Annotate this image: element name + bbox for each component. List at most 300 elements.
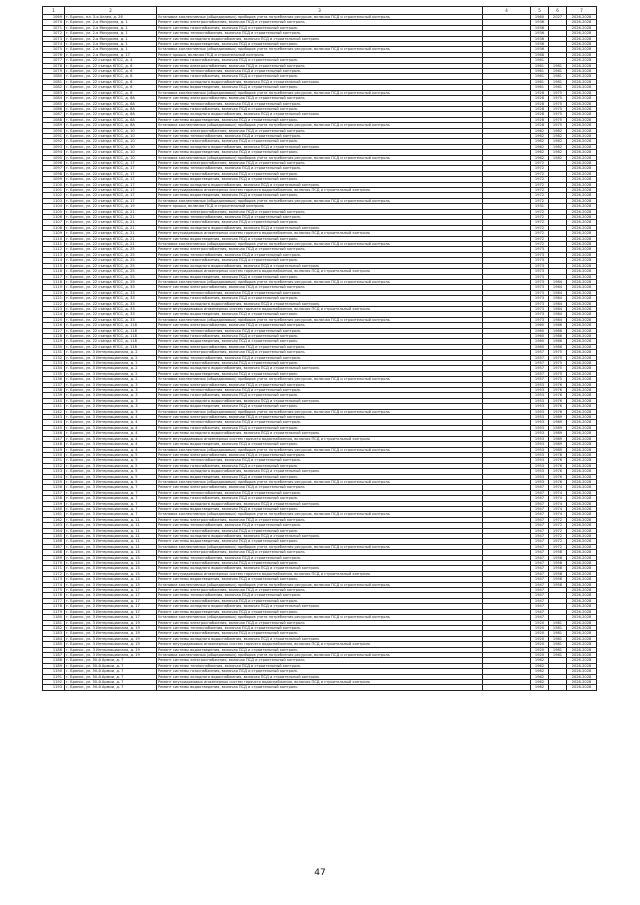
address-cell: г. Брянск, ул. 50-й Армии, д. 7	[65, 685, 157, 690]
build-year-cell: 1953	[531, 436, 549, 441]
work-type-cell: Ремонт системы газоснабжения, включая ПСД и строительный контроль	[157, 561, 483, 566]
period-cell: 2026-2028	[567, 312, 597, 317]
repair-year-cell: 1975	[549, 96, 567, 101]
build-year-cell: 1920	[531, 620, 549, 625]
repair-year-cell: 1981	[549, 69, 567, 74]
repair-year-cell: 1982	[549, 155, 567, 160]
address-cell: г. Брянск, ул. 3 Интернационала, д. 5	[65, 463, 157, 468]
build-year-cell: 1936	[531, 31, 549, 36]
row-number-cell: 1185	[43, 642, 65, 647]
address-cell: г. Брянск, ул. 22 съезда КПСС, д. 17	[65, 177, 157, 182]
work-type-cell: Ремонт системы холодного водоснабжения, включая ПСД и строительный контроль	[157, 636, 483, 641]
period-cell: 2026-2028	[567, 582, 597, 587]
address-cell: г. Брянск, ул. 3 Интернационала, д. 4	[65, 436, 157, 441]
build-year-cell: 1928	[531, 106, 549, 111]
work-type-cell: Ремонт системы теплоснабжения, включая ПСД и строительный контроль	[157, 166, 483, 171]
work-type-cell: Ремонт системы газоснабжения, включая ПСД и строительный контроль	[157, 171, 483, 176]
column-header: 6	[549, 7, 567, 15]
period-cell: 2026-2028	[567, 225, 597, 230]
work-type-cell: Ремонт системы газоснабжения, включая ПСД и строительный контроль	[157, 425, 483, 430]
work-type-cell: Установка коллективных (общедомовых) приборов учета потребления ресурсов, включая ПСД и строительный контроль	[157, 155, 483, 160]
period-cell: 2026-2028	[567, 350, 597, 355]
address-cell: г. Брянск, ул. 50-й Армии, д. 7	[65, 663, 157, 668]
table-body	[43, 15, 597, 691]
period-cell: 2026-2028	[567, 615, 597, 620]
blank-cell	[483, 685, 531, 690]
address-cell: г. Брянск, ул. 3 Интернационала, д. 4	[65, 415, 157, 420]
repair-year-cell: 1981	[549, 79, 567, 84]
row-number-cell: 1079	[43, 69, 65, 74]
address-cell: г. Брянск, ул. 3 Интернационала, д. 2	[65, 371, 157, 376]
build-year-cell: 1928	[531, 96, 549, 101]
repair-year-cell: 1984	[549, 317, 567, 322]
period-cell: 2026-2028	[567, 90, 597, 95]
work-type-cell: Установка коллективных (общедомовых) приборов учета потребления ресурсов, включая ПСД и строительный контроль	[157, 47, 483, 52]
address-cell: г. Брянск, ул. 3 Интернационала, д. 5	[65, 469, 157, 474]
row-number-cell: 1183	[43, 631, 65, 636]
period-cell: 2026-2028	[567, 52, 597, 57]
row-number-cell: 1108	[43, 225, 65, 230]
work-type-cell: Ремонт системы холодного водоснабжения, включая ПСД и строительный контроль	[157, 36, 483, 41]
build-year-cell: 1947	[531, 604, 549, 609]
repair-year-cell: 1975	[549, 371, 567, 376]
row-number-cell: 1124	[43, 312, 65, 317]
row-number-cell: 1096	[43, 160, 65, 165]
build-year-cell: 1973	[531, 252, 549, 257]
row-number-cell: 1080	[43, 74, 65, 79]
row-number-cell: 1082	[43, 85, 65, 90]
build-year-cell: 1972	[531, 198, 549, 203]
work-type-cell: Ремонт системы газоснабжения, включая ПСД и строительный контроль	[157, 106, 483, 111]
row-number-cell: 1133	[43, 361, 65, 366]
row-number-cell: 1188	[43, 658, 65, 663]
row-number-cell: 1167	[43, 544, 65, 549]
build-year-cell: 1962	[531, 144, 549, 149]
build-year-cell: 1972	[531, 188, 549, 193]
build-year-cell: 1953	[531, 474, 549, 479]
row-number-cell: 1126	[43, 323, 65, 328]
build-year-cell: 1961	[531, 69, 549, 74]
work-type-cell: Ремонт системы теплоснабжения, включая ПСД и строительный контроль	[157, 69, 483, 74]
address-cell: г. Брянск, ул. 22 съезда КПСС, д. 118	[65, 339, 157, 344]
period-cell: 2026-2028	[567, 593, 597, 598]
work-type-cell: Ремонт системы электроснабжения, включая ПСД и строительный контроль	[157, 620, 483, 625]
build-year-cell: 1962	[531, 685, 549, 690]
work-type-cell: Ремонт системы теплоснабжения, включая ПСД и строительный контроль	[157, 490, 483, 495]
address-cell: г. Брянск, ул. 3 Интернационала, д. 4	[65, 447, 157, 452]
address-cell: г. Брянск, ул. 3 Интернационала, д. 17	[65, 615, 157, 620]
work-type-cell: Ремонт системы газоснабжения, включая ПСД и строительный контроль	[157, 463, 483, 468]
address-cell: г. Брянск, ул. 22 съезда КПСС, д. 6А	[65, 117, 157, 122]
row-number-cell: 1125	[43, 317, 65, 322]
work-type-cell: Ремонт системы электроснабжения, включая ПСД и строительный контроль	[157, 415, 483, 420]
build-year-cell: 1953	[531, 469, 549, 474]
address-cell: г. Брянск, ул. 3 Интернационала, д. 15	[65, 550, 157, 555]
row-number-cell: 1175	[43, 588, 65, 593]
table-header-row	[43, 7, 597, 15]
build-year-cell: 1953	[531, 431, 549, 436]
address-cell: г. Брянск, ул. 3 Интернационала, д. 3	[65, 382, 157, 387]
period-cell: 2026-2028	[567, 269, 597, 274]
row-number-cell: 1140	[43, 398, 65, 403]
address-cell: г. Брянск, ул. 22 съезда КПСС, д. 29	[65, 279, 157, 284]
repair-year-cell: 1981	[549, 631, 567, 636]
period-cell: 2026-2028	[567, 20, 597, 25]
row-number-cell: 1147	[43, 436, 65, 441]
period-cell: 2026-2028	[567, 339, 597, 344]
work-type-cell: Ремонт системы газоснабжения, включая ПСД и строительный контроль	[157, 139, 483, 144]
build-year-cell: 1947	[531, 566, 549, 571]
period-cell: 2026-2028	[567, 106, 597, 111]
period-cell: 2026-2028	[567, 620, 597, 625]
row-number-cell: 1145	[43, 425, 65, 430]
address-cell: г. Брянск, ул. 22 съезда КПСС, д. 17	[65, 188, 157, 193]
period-cell: 2026-2028	[567, 231, 597, 236]
work-type-cell: Ремонт системы газоснабжения, включая ПСД и строительный контроль	[157, 25, 483, 30]
period-cell: 2026-2028	[567, 42, 597, 47]
period-cell: 2026-2028	[567, 290, 597, 295]
work-type-cell: Ремонт системы теплоснабжения, включая ПСД и строительный контроль	[157, 523, 483, 528]
repair-year-cell: 1976	[549, 479, 567, 484]
build-year-cell: 1953	[531, 415, 549, 420]
work-type-cell: Ремонт системы теплоснабжения, включая ПСД и строительный контроль	[157, 290, 483, 295]
address-cell: г. Брянск, пл. 3-я Аллея, д. 26	[65, 15, 157, 20]
work-type-cell: Ремонт системы водоотведения, включая ПСД и строительный контроль	[157, 404, 483, 409]
row-number-cell: 1115	[43, 263, 65, 268]
work-type-cell: Ремонт системы водоотведения, включая ПСД и строительный контроль	[157, 442, 483, 447]
period-cell: 2026-2028	[567, 652, 597, 657]
row-number-cell: 1121	[43, 296, 65, 301]
period-cell: 2026-2028	[567, 58, 597, 63]
work-type-cell: Установка коллективных (общедомовых) приборов учета потребления ресурсов, включая ПСД и строительный контроль	[157, 479, 483, 484]
row-number-cell: 1176	[43, 593, 65, 598]
build-year-cell: 1972	[531, 166, 549, 171]
address-cell: г. Брянск, ул. 3 Интернационала, д. 19	[65, 636, 157, 641]
build-year-cell: 1973	[531, 312, 549, 317]
row-number-cell: 1092	[43, 139, 65, 144]
address-cell: г. Брянск, ул. 22 съезда КПСС, д. 6	[65, 74, 157, 79]
row-number-cell: 1168	[43, 550, 65, 555]
address-cell: г. Брянск, ул. 22 съезда КПСС, д. 33	[65, 306, 157, 311]
work-type-cell: Установка коллективных (общедомовых) приборов учета потребления ресурсов, включая ПСД и строительный контроль	[157, 198, 483, 203]
address-cell: г. Брянск, ул. 3 Интернационала, д. 17	[65, 604, 157, 609]
build-year-cell: 1936	[531, 36, 549, 41]
build-year-cell: 1968	[531, 52, 549, 57]
address-cell: г. Брянск, ул. 3 Интернационала, д. 19	[65, 652, 157, 657]
row-number-cell: 1111	[43, 242, 65, 247]
row-number-cell: 1074	[43, 42, 65, 47]
period-cell: 2026-2028	[567, 285, 597, 290]
repair-year-cell: 1981	[549, 652, 567, 657]
build-year-cell: 1972	[531, 236, 549, 241]
address-cell: г. Брянск, ул. 3 Интернационала, д. 15	[65, 582, 157, 587]
work-type-cell: Установка коллективных (общедомовых) приборов учета потребления ресурсов, включая ПСД и строительный контроль	[157, 615, 483, 620]
period-cell: 2026-2028	[567, 328, 597, 333]
address-cell: г. Брянск, ул. 22 съезда КПСС, д. 6	[65, 63, 157, 68]
build-year-cell: 1947	[531, 571, 549, 576]
repair-year-cell: 1984	[549, 279, 567, 284]
build-year-cell: 1972	[531, 225, 549, 230]
build-year-cell: 1953	[531, 442, 549, 447]
row-number-cell: 1086	[43, 106, 65, 111]
address-cell: г. Брянск, ул. 22 съезда КПСС, д. 19	[65, 204, 157, 209]
address-cell: г. Брянск, ул. 3 Интернационала, д. 19	[65, 625, 157, 630]
period-cell: 2026-2028	[567, 377, 597, 382]
work-type-cell: Установка коллективных (общедомовых) приборов учета потребления ресурсов, включая ПСД и строительный контроль	[157, 512, 483, 517]
row-number-cell: 1144	[43, 420, 65, 425]
period-cell: 2026-2028	[567, 15, 597, 20]
build-year-cell: 1947	[531, 588, 549, 593]
row-number-cell: 1113	[43, 252, 65, 257]
period-cell: 2026-2028	[567, 404, 597, 409]
period-cell: 2026-2028	[567, 371, 597, 376]
work-type-cell: Ремонт внутридомовых инженерных систем горячего водоснабжения, включая ПСД и строительный контроль	[157, 571, 483, 576]
work-type-cell: Ремонт системы холодного водоснабжения, включая ПСД и строительный контроль	[157, 366, 483, 371]
repair-year-cell: 1958	[549, 561, 567, 566]
repair-year-cell: 1982	[549, 139, 567, 144]
period-cell: 2026-2028	[567, 447, 597, 452]
address-cell: г. Брянск, ул. 2-я Мичурина, д. 1	[65, 42, 157, 47]
work-type-cell: Ремонт системы водоотведения, включая ПСД и строительный контроль	[157, 577, 483, 582]
address-cell: г. Брянск, ул. 22 съезда КПСС, д. 6	[65, 79, 157, 84]
repair-year-cell: 1976	[549, 404, 567, 409]
row-number-cell: 1177	[43, 598, 65, 603]
period-cell: 2026-2028	[567, 415, 597, 420]
row-number-cell: 1093	[43, 144, 65, 149]
address-cell: г. Брянск, ул. 22 съезда КПСС, д. 17	[65, 160, 157, 165]
work-type-cell: Ремонт системы электроснабжения, включая ПСД и строительный контроль	[157, 96, 483, 101]
period-cell: 2026-2028	[567, 636, 597, 641]
repair-year-cell: 1972	[549, 534, 567, 539]
row-number-cell: 1152	[43, 463, 65, 468]
work-type-cell: Ремонт системы электроснабжения, включая ПСД и строительный контроль	[157, 128, 483, 133]
work-type-cell: Ремонт системы водоотведения, включая ПСД и строительный контроль	[157, 117, 483, 122]
period-cell: 2026-2028	[567, 112, 597, 117]
period-cell: 2026-2028	[567, 242, 597, 247]
work-type-cell: Ремонт системы газоснабжения, включая ПСД и строительный контроль	[157, 669, 483, 674]
work-type-cell: Ремонт системы холодного водоснабжения, включая ПСД и строительный контроль	[157, 301, 483, 306]
period-cell: 2026-2028	[567, 528, 597, 533]
period-cell: 2026-2028	[567, 150, 597, 155]
column-header: 3	[157, 7, 483, 15]
row-number-cell: 1163	[43, 523, 65, 528]
address-cell: г. Брянск, ул. 3 Интернационала, д. 19	[65, 631, 157, 636]
build-year-cell: 1928	[531, 90, 549, 95]
row-number-cell: 1127	[43, 328, 65, 333]
build-year-cell: 1920	[531, 636, 549, 641]
address-cell: г. Брянск, ул. 3 Интернационала, д. 11	[65, 523, 157, 528]
period-cell: 2026-2028	[567, 544, 597, 549]
row-number-cell: 1131	[43, 350, 65, 355]
work-type-cell: Ремонт внутридомовых инженерных систем горячего водоснабжения, включая ПСД и строительный контроль	[157, 679, 483, 684]
address-cell: г. Брянск, ул. 22 съезда КПСС, д. 21	[65, 242, 157, 247]
row-number-cell: 1166	[43, 539, 65, 544]
page-number: 47	[314, 868, 326, 878]
repair-year-cell: 1984	[549, 312, 567, 317]
period-cell: 2026-2028	[567, 506, 597, 511]
row-number-cell: 1070	[43, 20, 65, 25]
address-cell: г. Брянск, ул. 3 Интернационала, д. 11	[65, 528, 157, 533]
build-year-cell: 1953	[531, 409, 549, 414]
address-cell: г. Брянск, ул. 22 съезда КПСС, д. 21	[65, 236, 157, 241]
address-cell: г. Брянск, ул. 22 съезда КПСС, д. 6	[65, 85, 157, 90]
row-number-cell: 1085	[43, 101, 65, 106]
build-year-cell: 1962	[531, 150, 549, 155]
row-number-cell: 1162	[43, 517, 65, 522]
build-year-cell: 1962	[531, 133, 549, 138]
period-cell: 2026-2028	[567, 609, 597, 614]
work-type-cell: Ремонт системы холодного водоснабжения, включая ПСД и строительный контроль	[157, 431, 483, 436]
repair-year-cell: 1984	[549, 301, 567, 306]
work-type-cell: Ремонт системы водоотведения, включая ПСД и строительный контроль	[157, 193, 483, 198]
row-number-cell: 1104	[43, 204, 65, 209]
build-year-cell: 1947	[531, 485, 549, 490]
row-number-cell: 1099	[43, 177, 65, 182]
period-cell: 2026-2028	[567, 485, 597, 490]
row-number-cell: 1150	[43, 452, 65, 457]
work-type-cell: Установка коллективных (общедомовых) приборов учета потребления ресурсов, включая ПСД и строительный контроль	[157, 317, 483, 322]
period-cell: 2026-2028	[567, 128, 597, 133]
address-cell: г. Брянск, ул. 3 Интернационала, д. 19	[65, 620, 157, 625]
build-year-cell: 1962	[531, 669, 549, 674]
build-year-cell: 1947	[531, 501, 549, 506]
build-year-cell: 1947	[531, 550, 549, 555]
build-year-cell: 1972	[531, 171, 549, 176]
address-cell: г. Брянск, ул. 22 съезда КПСС, д. 10	[65, 128, 157, 133]
row-number-cell: 1076	[43, 52, 65, 57]
work-type-cell: Установка коллективных (общедомовых) приборов учета потребления ресурсов, включая ПСД и строительный контроль	[157, 242, 483, 247]
period-cell: 2026-2028	[567, 215, 597, 220]
address-cell: г. Брянск, ул. 3 Интернационала, д. 4	[65, 431, 157, 436]
address-cell: г. Брянск, ул. 22 съезда КПСС, д. 10	[65, 133, 157, 138]
row-number-cell: 1098	[43, 171, 65, 176]
work-type-cell: Ремонт системы газоснабжения, включая ПСД и строительный контроль	[157, 393, 483, 398]
repair-year-cell: 1972	[549, 539, 567, 544]
work-type-cell: Ремонт системы водоотведения, включая ПСД и строительный контроль	[157, 42, 483, 47]
row-number-cell: 1187	[43, 652, 65, 657]
repair-year-cell: 1976	[549, 382, 567, 387]
repair-year-cell: 1975	[549, 112, 567, 117]
build-year-cell: 1961	[531, 63, 549, 68]
work-type-cell: Установка коллективных (общедомовых) приборов учета потребления ресурсов, включая ПСД и строительный контроль	[157, 544, 483, 549]
row-number-cell: 1141	[43, 404, 65, 409]
row-number-cell: 1174	[43, 582, 65, 587]
period-cell: 2026-2028	[567, 31, 597, 36]
address-cell: г. Брянск, ул. 3 Интернационала, д. 17	[65, 609, 157, 614]
period-cell: 2026-2028	[567, 442, 597, 447]
work-type-cell: Ремонт системы газоснабжения, включая ПСД и строительный контроль	[157, 74, 483, 79]
build-year-cell: 1961	[531, 79, 549, 84]
period-cell: 2026-2028	[567, 425, 597, 430]
address-cell: г. Брянск, ул. 22 съезда КПСС, д. 33	[65, 290, 157, 295]
work-type-cell: Ремонт внутридомовых инженерных систем горячего водоснабжения, включая ПСД и строительный контроль	[157, 188, 483, 193]
work-type-cell: Ремонт системы электроснабжения, включая ПСД и строительный контроль	[157, 517, 483, 522]
period-cell: 2026-2028	[567, 144, 597, 149]
repair-year-cell: 1975	[549, 101, 567, 106]
repair-year-cell: 1974	[549, 490, 567, 495]
address-cell: г. Брянск, ул. 3 Интернационала, д. 4	[65, 420, 157, 425]
build-year-cell: 1973	[531, 306, 549, 311]
period-cell: 2026-2028	[567, 188, 597, 193]
address-cell: г. Брянск, ул. 3 Интернационала, д. 7	[65, 501, 157, 506]
row-number-cell: 1105	[43, 209, 65, 214]
row-number-cell: 1116	[43, 269, 65, 274]
build-year-cell: 1953	[531, 463, 549, 468]
work-type-cell: Ремонт системы газоснабжения, включая ПСД и строительный контроль	[157, 333, 483, 338]
repair-year-cell: 1986	[549, 323, 567, 328]
period-cell: 2026-2028	[567, 366, 597, 371]
work-type-cell: Ремонт системы теплоснабжения, включая ПСД и строительный контроль	[157, 133, 483, 138]
work-type-cell: Ремонт крыши, включая ПСД и строительный контроль	[157, 204, 483, 209]
repair-year-cell: 1989	[549, 436, 567, 441]
repair-year-cell: 1982	[549, 144, 567, 149]
period-cell: 2026-2028	[567, 209, 597, 214]
build-year-cell: 1947	[531, 555, 549, 560]
build-year-cell: 1957	[531, 377, 549, 382]
address-cell: г. Брянск, ул. 50-й Армии, д. 7	[65, 674, 157, 679]
build-year-cell: 1920	[531, 625, 549, 630]
period-cell: 2026-2028	[567, 436, 597, 441]
period-cell: 2026-2028	[567, 344, 597, 349]
build-year-cell: 1973	[531, 258, 549, 263]
build-year-cell: 1947	[531, 523, 549, 528]
build-year-cell: 1960	[531, 328, 549, 333]
period-cell: 2026-2028	[567, 220, 597, 225]
address-cell: г. Брянск, ул. 22 съезда КПСС, д. 25	[65, 274, 157, 279]
repair-year-cell: 1976	[549, 409, 567, 414]
build-year-cell: 1936	[531, 20, 549, 25]
address-cell: г. Брянск, ул. 22 съезда КПСС, д. 25	[65, 247, 157, 252]
address-cell: г. Брянск, ул. 22 съезда КПСС, д. 17	[65, 193, 157, 198]
row-number-cell: 1138	[43, 388, 65, 393]
row-number-cell: 1149	[43, 447, 65, 452]
address-cell: г. Брянск, ул. 2-я Мичурина, д. 1	[65, 47, 157, 52]
work-type-cell: Ремонт системы электроснабжения, включая ПСД и строительный контроль	[157, 344, 483, 349]
work-type-cell: Ремонт системы водоотведения, включая ПСД и строительный контроль	[157, 150, 483, 155]
work-type-cell: Ремонт внутридомовых инженерных систем горячего водоснабжения, включая ПСД и строительный контроль	[157, 306, 483, 311]
build-year-cell: 1953	[531, 404, 549, 409]
work-type-cell: Ремонт системы газоснабжения, включая ПСД и строительный контроль	[157, 296, 483, 301]
period-cell: 2026-2028	[567, 382, 597, 387]
period-cell: 2026-2028	[567, 674, 597, 679]
row-number-cell: 1192	[43, 679, 65, 684]
row-number-cell: 1109	[43, 231, 65, 236]
work-type-cell: Ремонт системы холодного водоснабжения, включая ПСД и строительный контроль	[157, 225, 483, 230]
build-year-cell: 1947	[531, 528, 549, 533]
repair-year-cell: 1972	[549, 517, 567, 522]
address-cell: г. Брянск, ул. 22 съезда КПСС, д. 21	[65, 215, 157, 220]
address-cell: г. Брянск, ул. 22 съезда КПСС, д. 33	[65, 301, 157, 306]
row-number-cell: 1173	[43, 577, 65, 582]
repair-year-cell: 1958	[549, 555, 567, 560]
work-type-cell: Ремонт системы холодного водоснабжения, включая ПСД и строительный контроль	[157, 534, 483, 539]
repair-year-cell: 1989	[549, 425, 567, 430]
repair-year-cell: 1972	[549, 544, 567, 549]
address-cell: г. Брянск, ул. 22 съезда КПСС, д. 10	[65, 139, 157, 144]
build-year-cell: 1920	[531, 647, 549, 652]
build-year-cell: 1962	[531, 658, 549, 663]
row-number-cell: 1186	[43, 647, 65, 652]
build-year-cell: 1947	[531, 490, 549, 495]
build-year-cell: 1936	[531, 25, 549, 30]
period-cell: 2026-2028	[567, 177, 597, 182]
build-year-cell: 1973	[531, 269, 549, 274]
repair-year-cell: 1975	[549, 366, 567, 371]
row-number-cell: 1087	[43, 112, 65, 117]
repair-year-cell: 1975	[549, 355, 567, 360]
work-type-cell: Ремонт системы холодного водоснабжения, включая ПСД и строительный контроль	[157, 263, 483, 268]
address-cell: г. Брянск, ул. 22 съезда КПСС, д. 6	[65, 69, 157, 74]
